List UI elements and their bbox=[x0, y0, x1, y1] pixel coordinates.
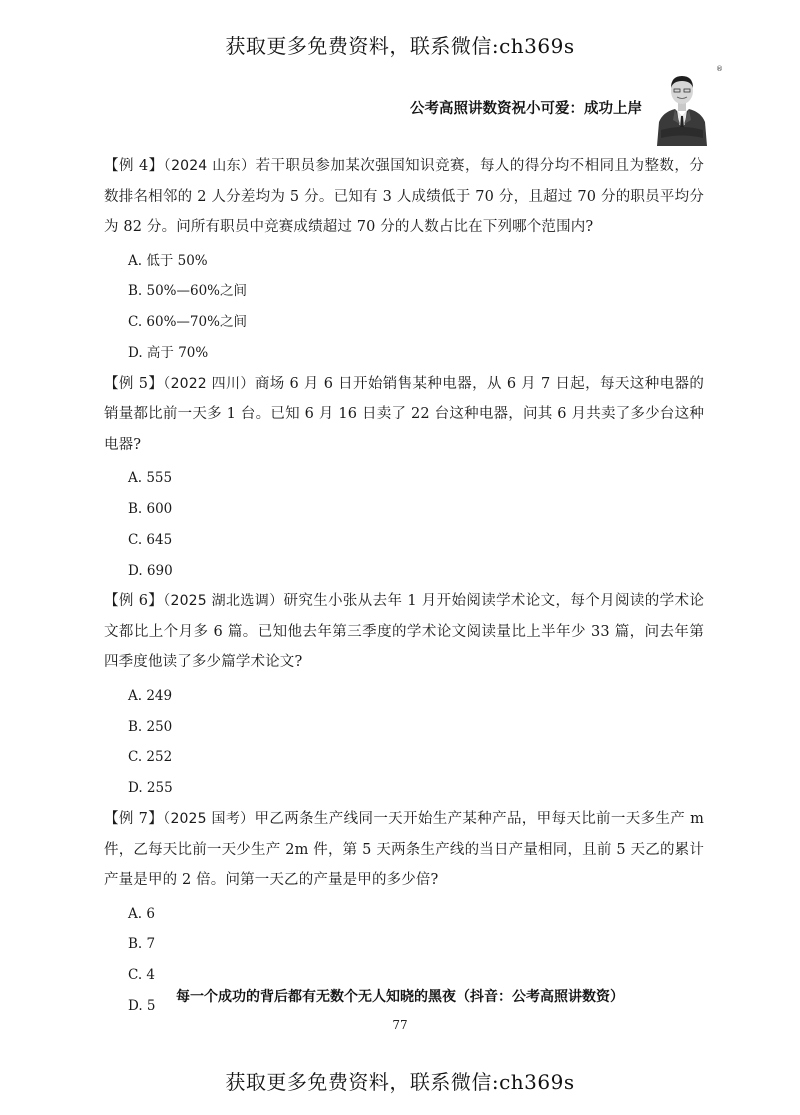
option-d: D. 高于 70% bbox=[128, 344, 209, 361]
option-b: B. 7 bbox=[128, 936, 156, 953]
question-label: 【例 6】 bbox=[104, 593, 164, 610]
option-list bbox=[104, 681, 704, 804]
question-source: （2025 湖北选调） bbox=[163, 593, 284, 610]
watermark-top: 获取更多免费资料，联系微信:ch369s bbox=[225, 34, 575, 58]
footer-tagline: 每一个成功的背后都有无数个无人知晓的黑夜（抖音：公考高照讲数资） bbox=[176, 989, 624, 1005]
question-label: 【例 5】 bbox=[104, 375, 164, 392]
header-tagline: 公考高照讲数资祝小可爱：成功上岸 bbox=[410, 101, 642, 117]
option-b: B. 250 bbox=[128, 718, 173, 735]
option-a: A. 249 bbox=[128, 687, 173, 704]
question-source: （2024 山东） bbox=[163, 158, 256, 174]
option-c: C. 4 bbox=[128, 967, 156, 984]
registered-mark-icon: ® bbox=[716, 65, 723, 73]
option-list bbox=[104, 246, 704, 369]
watermark-bottom: 获取更多免费资料，联系微信:ch369s bbox=[225, 1070, 575, 1094]
option-d: D. 690 bbox=[128, 562, 173, 579]
option-d: D. 5 bbox=[128, 997, 156, 1014]
option-c: C. 645 bbox=[128, 531, 173, 548]
option-c: C. 252 bbox=[128, 749, 173, 766]
question-example-5 bbox=[104, 369, 704, 587]
question-label: 【例 7】 bbox=[104, 811, 164, 828]
option-b: B. 50%—60%之间 bbox=[128, 283, 248, 300]
question-source: （2025 国考） bbox=[163, 811, 255, 828]
question-stem bbox=[104, 804, 704, 896]
option-a: A. 低于 50% bbox=[128, 252, 208, 269]
option-a: A. 6 bbox=[128, 905, 155, 922]
question-text: 若干职员参加某次强国知识竞赛，每人的得分均不相同且为整数，分数排名相邻的 2 人分差均为 5 分。已知有 3 人成绩低于 70 分，且超过 70 分的职员平均分为 82 分。问所有职员中竞赛成绩超过 70 分的人数占比在下列哪个范围内? bbox=[104, 158, 704, 235]
question-text: 商场 6 月 6 日开始销售某种电器，从 6 月 7 日起，每天这种电器的销量都比前一天多 1 台。已知 6 月 16 日卖了 22 台这种电器，问其 6 月共卖了多少台这种电器? bbox=[104, 375, 704, 453]
question-stem bbox=[104, 369, 704, 461]
question-text: 甲乙两条生产线同一天开始生产某种产品，甲每天比前一天多生产 m 件，乙每天比前一天少生产 2m 件，第 5 天两条生产线的当日产量相同，且前 5 天乙的累计产量是甲的 2 倍。问第一天乙的产量是甲的多少倍? bbox=[104, 811, 705, 889]
option-c: C. 60%—70%之间 bbox=[128, 314, 247, 331]
question-label: 【例 4】 bbox=[104, 158, 164, 174]
option-b: B. 600 bbox=[128, 500, 173, 517]
question-stem bbox=[104, 586, 704, 678]
option-d: D. 255 bbox=[128, 780, 173, 797]
question-example-4 bbox=[104, 151, 704, 369]
option-a: A. 555 bbox=[128, 470, 173, 487]
question-list bbox=[104, 151, 704, 1022]
question-example-6 bbox=[104, 586, 704, 804]
option-list bbox=[104, 463, 704, 586]
question-source: （2022 四川） bbox=[163, 375, 255, 392]
page-number: 77 bbox=[392, 1018, 408, 1032]
question-stem bbox=[104, 151, 704, 243]
question-text: 研究生小张从去年 1 月开始阅读学术论文，每个月阅读的学术论文都比上个月多 6 篇。已知他去年第三季度的学术论文阅读量比上半年少 33 篇，问去年第四季度他读了多少篇学术论文? bbox=[104, 593, 704, 671]
presenter-portrait-icon bbox=[651, 64, 713, 146]
